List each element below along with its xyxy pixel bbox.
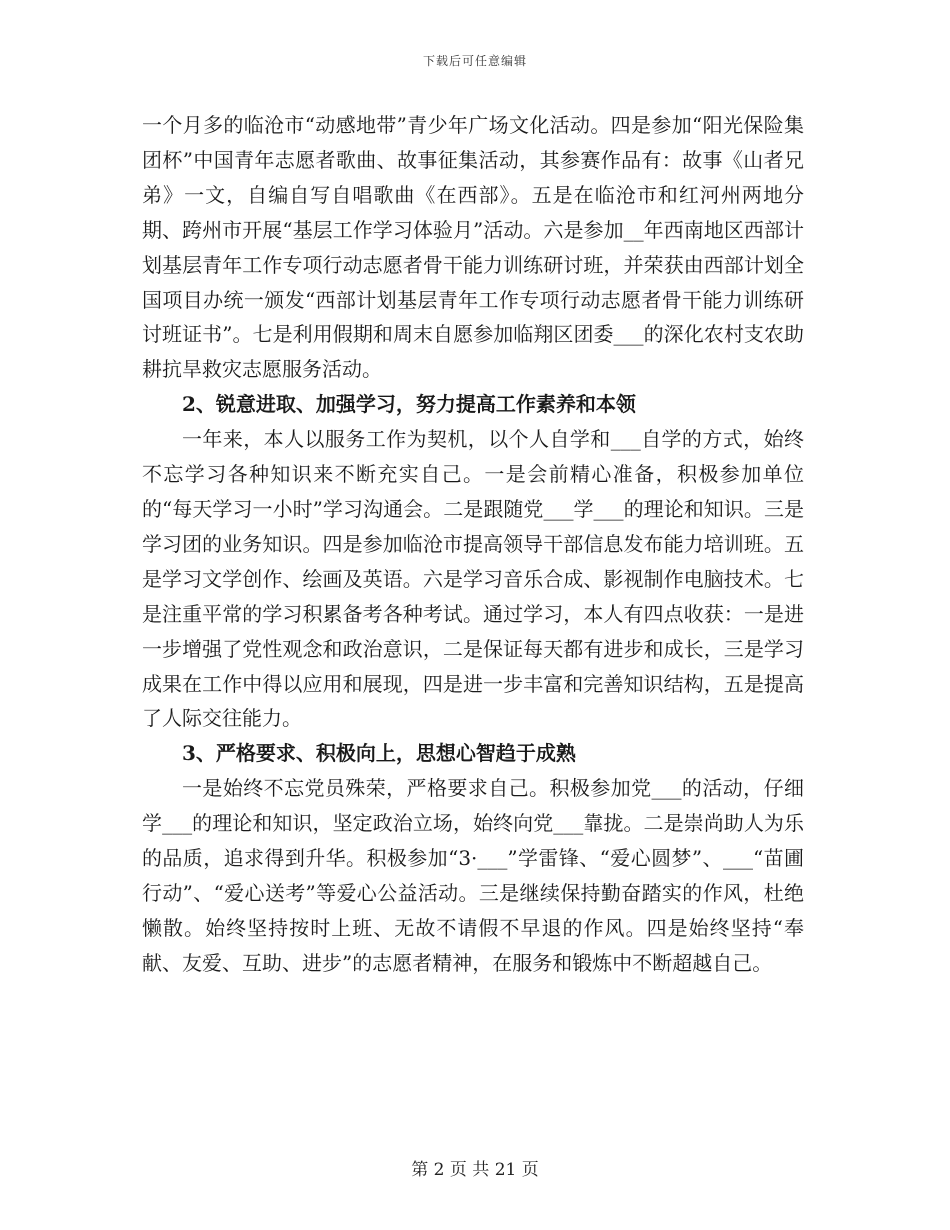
- section-3-paragraph: 一是始终不忘党员殊荣，严格要求自己。积极参加党___的活动，仔细学___的理论和知识，坚定政治立场，始终向党___靠拢。二是崇尚助人为乐的品质，追求得到升华。积极参加“3·___”学雷锋、“爱心圆梦”、___“苗圃行动”、“爱心送考”等爱心公益活动。三是继续保持勤奋踏实的作风，杜绝懒散。始终坚持按时上班、无故不请假不早退的作风。四是始终坚持“奉献、友爱、互助、进步”的志愿者精神，在服务和锻炼中不断超越自己。: [142, 776, 804, 975]
- header-note: 下载后可任意编辑: [422, 54, 527, 68]
- paragraph-continued: 一个月多的临沧市“动感地带”青少年广场文化活动。四是参加“阳光保险集团杯”中国青年志愿者歌曲、故事征集活动，其参赛作品有：故事《山者兄弟》一文，自编自写自唱歌曲《在西部》。五是在临沧市和红河州两地分期、跨州市开展“基层工作学习体验月”活动。六是参加__年西南地区西部计划基层青年工作专项行动志愿者骨干能力训练研讨班，并荣获由西部计划全国项目办统一颁发“西部计划基层青年工作专项行动志愿者骨干能力训练研讨班证书”。七是利用假期和周末自愿参加临翔区团委___的深化农村支农助耕抗旱救灾志愿服务活动。: [142, 113, 804, 382]
- section-2-paragraph: 一年来，本人以服务工作为契机，以个人自学和___自学的方式，始终不忘学习各种知识来不断充实自己。一是会前精心准备，积极参加单位的“每天学习一小时”学习沟通会。二是跟随党___学___的理论和知识。三是学习团的业务知识。四是参加临沧市提高领导干部信息发布能力培训班。五是学习文学创作、绘画及英语。六是学习音乐合成、影视制作电脑技术。七是注重平常的学习积累备考各种考试。通过学习，本人有四点收获：一是进一步增强了党性观念和政治意识，二是保证每天都有进步和成长，三是学习成果在工作中得以应用和展现，四是进一步丰富和完善知识结构，五是提高了人际交往能力。: [142, 427, 804, 731]
- section-2-heading: 2、锐意进取、加强学习，努力提高工作素养和本领: [182, 392, 636, 417]
- section-3-heading: 3、严格要求、积极向上，思想心智趋于成熟: [182, 741, 576, 766]
- page-number: 第 2 页 共 21 页: [411, 1160, 539, 1180]
- document-body: [142, 108, 804, 981]
